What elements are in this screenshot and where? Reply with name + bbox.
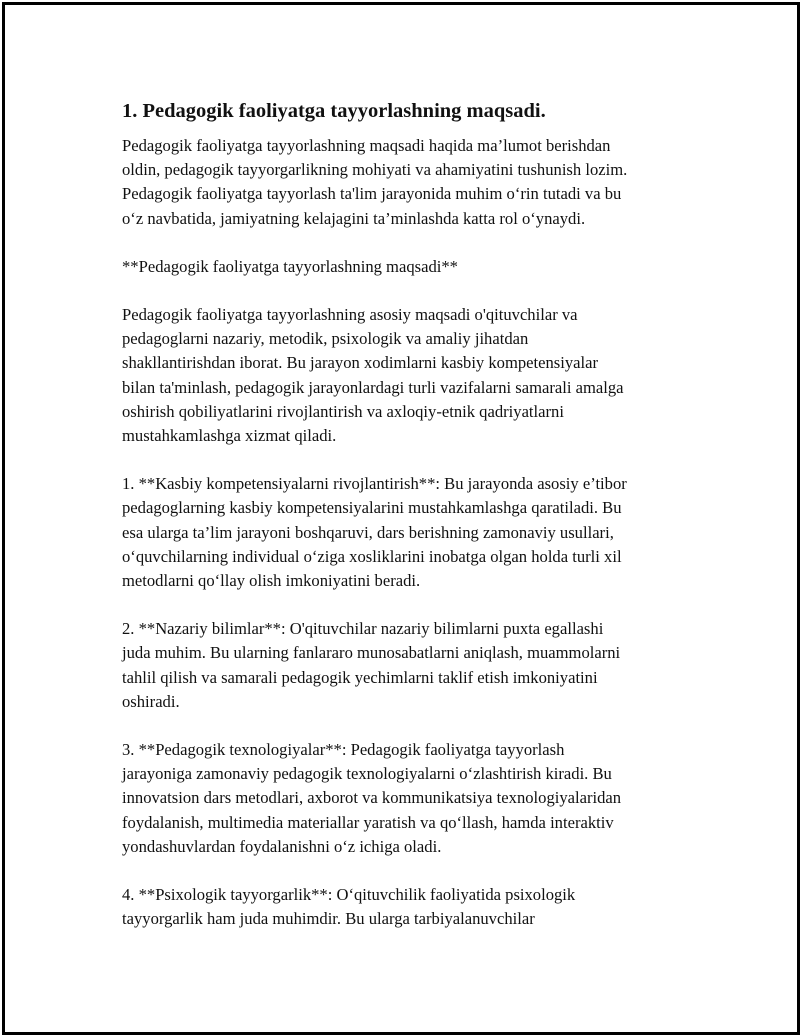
text-line: 1. **Kasbiy kompetensiyalarni rivojlantirish**: Bu jarayonda asosiy e’tibor [122,474,627,494]
paragraph-item-4 [122,883,695,931]
paragraph-item-1 [122,472,695,593]
text-line: foydalanish, multimedia materiallar yaratish va qo‘llash, hamda interaktiv [122,812,614,832]
document-body [120,98,695,955]
text-line: esa ularga ta’lim jarayoni boshqaruvi, dars berishning zamonaviy usullari, [122,522,614,542]
text-line: 2. **Nazariy bilimlar**: O'qituvchilar nazariy bilimlarni puxta egallashi [122,619,604,639]
text-line: pedagoglarni nazariy, metodik, psixologik va amaliy jihatdan [122,329,529,349]
paragraph-intro [122,134,695,231]
text-line: bilan ta'minlash, pedagogik jarayonlardagi turli vazifalarni samarali amalga [122,377,624,397]
text-line: oshirish qobiliyatlarini rivojlantirish va axloqiy-etnik qadriyatlarni [122,401,564,421]
text-line: juda muhim. Bu ularning fanlararo munosabatlarni aniqlash, muammolarni [122,643,621,663]
text-line: 4. **Psixologik tayyorgarlik**: O‘qituvchilik faoliyatida psixologik [122,885,576,905]
paragraph-subheading [122,255,695,279]
text-line: **Pedagogik faoliyatga tayyorlashning maqsadi** [122,256,458,276]
paragraph-item-3 [122,738,695,859]
text-line: Pedagogik faoliyatga tayyorlashning maqsadi haqida ma’lumot berishdan [122,136,611,155]
text-line: tayyorgarlik ham juda muhimdir. Bu ularga tarbiyalanuvchilar [122,909,535,929]
text-line: innovatsion dars metodlari, axborot va kommunikatsiya texnologiyalaridan [122,788,622,808]
text-line: 3. **Pedagogik texnologiyalar**: Pedagogik faoliyatga tayyorlash [122,740,565,760]
document-heading: 1. Pedagogik faoliyatga tayyorlashning maqsadi. [122,100,546,122]
text-line: yondashuvlardan foydalanishni o‘z ichiga oladi. [122,836,442,856]
page-frame [2,2,800,1035]
text-line: oldin, pedagogik tayyorgarlikning mohiyati va ahamiyatini tushunish lozim. [122,160,628,180]
paragraph-main-goal [122,303,695,448]
text-line: Pedagogik faoliyatga tayyorlash ta'lim jarayonida muhim o‘rin tutadi va bu [122,184,622,204]
text-line: shakllantirishdan iborat. Bu jarayon xodimlarni kasbiy kompetensiyalar [122,353,599,373]
text-line: tahlil qilish va samarali pedagogik yechimlarni taklif etish imkoniyatini [122,667,598,687]
text-line: Pedagogik faoliyatga tayyorlashning asosiy maqsadi o'qituvchilar va [122,305,578,325]
text-line: o‘z navbatida, jamiyatning kelajagini ta’minlashda katta rol o‘ynaydi. [122,208,586,228]
text-line: o‘quvchilarning individual o‘ziga xosliklarini inobatga olgan holda turli xil [122,546,622,566]
text-line: jarayoniga zamonaviy pedagogik texnologiyalarni o‘zlashtirish kiradi. Bu [122,764,612,784]
text-line: oshiradi. [122,691,180,711]
paragraph-item-2 [122,617,695,714]
text-line: mustahkamlashga xizmat qiladi. [122,426,337,446]
text-line: pedagoglarning kasbiy kompetensiyalarini mustahkamlashga qaratiladi. Bu [122,498,622,518]
text-line: metodlarni qo‘llay olish imkoniyatini beradi. [122,571,421,591]
